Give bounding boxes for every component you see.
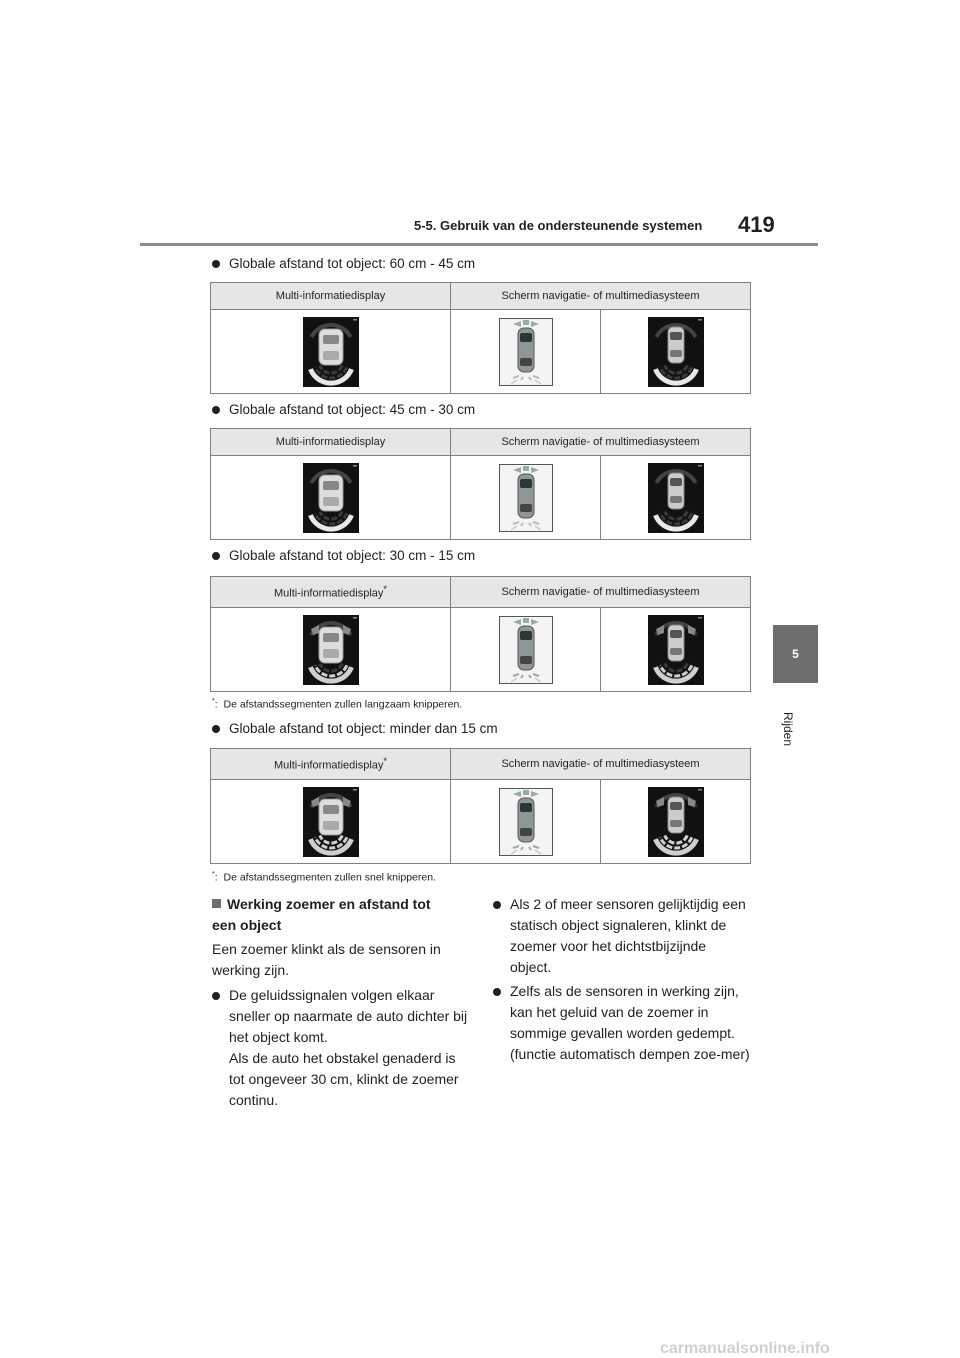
left-bullet-1: De geluidssignalen volgen elkaar sneller op naarmate de auto dichter bij het object komt. Als de auto het obstakel genaderd is tot ongeveer 30 cm, klinkt de zoemer continu.	[229, 985, 469, 1111]
bullet-dot-icon	[212, 260, 220, 268]
operation-intro: Een zoemer klinkt als de sensoren in werking zijn.	[212, 941, 441, 978]
header-multi-info-display: Multi-informatiedisplay*	[211, 749, 451, 780]
bullet-dot-icon	[212, 725, 220, 733]
section-title: 5-5. Gebruik van de ondersteunende systemen	[414, 218, 703, 233]
chapter-tab[interactable]	[773, 625, 818, 683]
multi-info-display-image	[211, 456, 451, 540]
nav-screen-light-image	[451, 780, 601, 864]
multi-info-display-image	[211, 780, 451, 864]
distance-bullet-text: Globale afstand tot object: 60 cm - 45 cm	[229, 256, 476, 271]
distance-bullet	[212, 548, 475, 563]
bullet-dot-icon	[212, 552, 220, 560]
nav-screen-dark-image	[601, 608, 751, 692]
nav-screen-dark-image	[601, 780, 751, 864]
header-navigation-screen: Scherm navigatie- of multimediasysteem	[451, 429, 751, 456]
header-navigation-screen: Scherm navigatie- of multimediasysteem	[451, 749, 751, 780]
header-multi-info-display: Multi-informatiedisplay*	[211, 577, 451, 608]
right-bullet-1: Als 2 of meer sensoren gelijktijdig een statisch object signaleren, klinkt de zoemer voor het dichtstbijzijnde object.	[510, 894, 750, 978]
display-table	[210, 576, 751, 692]
distance-bullet-text: Globale afstand tot object: minder dan 15 cm	[229, 721, 498, 736]
distance-bullet	[212, 402, 475, 417]
header-rule	[140, 243, 818, 246]
nav-screen-light-image	[451, 310, 601, 394]
chapter-tab-label: Rijden	[781, 712, 795, 747]
footnote: *: De afstandssegmenten zullen snel knipperen.	[212, 871, 436, 884]
nav-screen-dark-image	[601, 456, 751, 540]
distance-bullet	[212, 721, 498, 736]
multi-info-display-image	[211, 608, 451, 692]
nav-screen-dark-image	[601, 310, 751, 394]
section-marker-icon	[212, 899, 221, 908]
chapter-tab-number: 5	[792, 647, 799, 661]
distance-bullet-text: Globale afstand tot object: 45 cm - 30 cm	[229, 402, 476, 417]
header-multi-info-display: Multi-informatiedisplay	[211, 283, 451, 310]
right-bullet-2: Zelfs als de sensoren in werking zijn, kan het geluid van de zoemer in sommige gevallen worden gedempt. (functie automatisch dempen zoe-mer)	[510, 981, 750, 1065]
bullet-dot-icon	[212, 406, 220, 414]
nav-screen-light-image	[451, 608, 601, 692]
distance-bullet-text: Globale afstand tot object: 30 cm - 15 cm	[229, 548, 476, 563]
footnote: *: De afstandssegmenten zullen langzaam knipperen.	[212, 698, 463, 711]
display-table	[210, 428, 751, 540]
watermark: carmanualsonline.info	[660, 1340, 830, 1357]
distance-bullet	[212, 256, 475, 271]
display-table	[210, 748, 751, 864]
multi-info-display-image	[211, 310, 451, 394]
header-navigation-screen: Scherm navigatie- of multimediasysteem	[451, 283, 751, 310]
bullet-dot-icon	[493, 901, 501, 909]
bullet-dot-icon	[493, 988, 501, 996]
header-navigation-screen: Scherm navigatie- of multimediasysteem	[451, 577, 751, 608]
operation-heading: Werking zoemer en afstand tot een object	[212, 896, 431, 933]
header-multi-info-display: Multi-informatiedisplay	[211, 429, 451, 456]
nav-screen-light-image	[451, 456, 601, 540]
bullet-dot-icon	[212, 992, 220, 1000]
display-table	[210, 282, 751, 394]
page-number: 419	[738, 212, 775, 237]
